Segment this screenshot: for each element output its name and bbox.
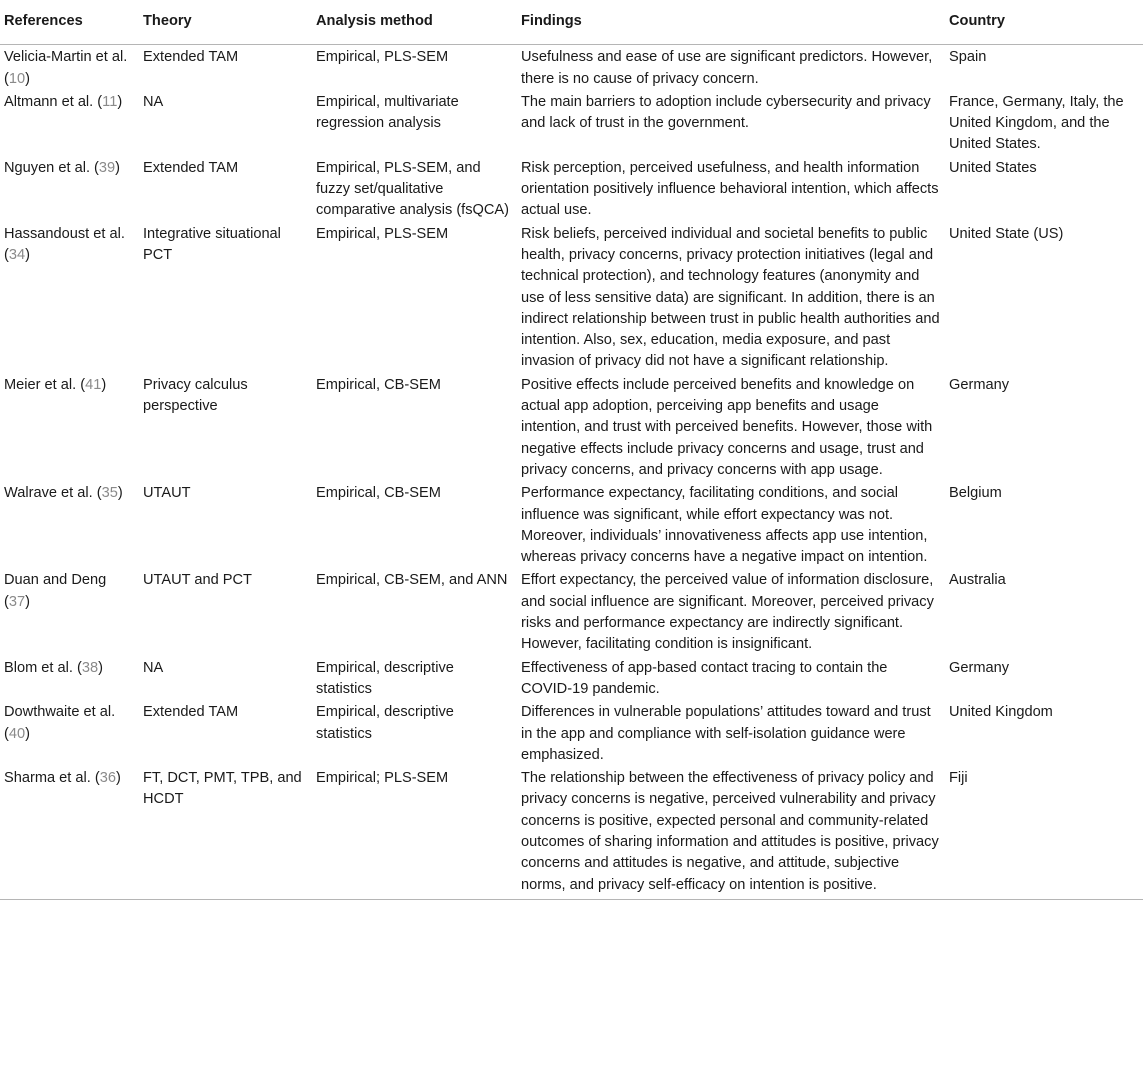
analysis-method-cell: Empirical, multivariate regression analysis bbox=[316, 93, 459, 132]
analysis-method-cell: Empirical, CB-SEM, and ANN bbox=[316, 572, 508, 589]
reference-cell bbox=[0, 481, 139, 568]
reference-cell bbox=[0, 156, 139, 222]
theory-cell: FT, DCT, PMT, TPB, and HCDT bbox=[139, 766, 312, 899]
theory-cell: Privacy calculus perspective bbox=[143, 376, 248, 415]
header-findings: Findings bbox=[517, 0, 945, 45]
header-analysis-method: Analysis method bbox=[312, 0, 517, 45]
reference-cell bbox=[0, 373, 139, 481]
reference-cell bbox=[0, 90, 139, 156]
analysis-method-cell: Empirical, PLS-SEM, and fuzzy set/qualitative comparative analysis (fsQCA) bbox=[316, 159, 510, 219]
findings-cell: Risk perception, perceived usefulness, and health information orientation positively influence behavioral intention, which affects actual use. bbox=[521, 159, 939, 219]
reference-number-link[interactable]: 38 bbox=[81, 659, 99, 676]
findings-cell: Effort expectancy, the perceived value of information disclosure, and social influence are significant. Moreover, perceived privacy risks and performance expectancy are indirectly significant. However, facilitating condition is insignificant. bbox=[521, 572, 934, 653]
findings-cell: Usefulness and ease of use are significant predictors. However, there is no cause of privacy concern. bbox=[521, 49, 933, 87]
findings-cell: Differences in vulnerable populations’ attitudes toward and trust in the app and compliance with self-isolation guidance were emphasized. bbox=[521, 704, 931, 763]
header-theory: Theory bbox=[139, 0, 312, 45]
reference-number-link[interactable]: 34 bbox=[8, 246, 26, 263]
analysis-method-cell: Empirical, CB-SEM bbox=[316, 376, 441, 393]
analysis-method-cell: Empirical, CB-SEM bbox=[316, 485, 441, 502]
header-references: References bbox=[0, 0, 139, 45]
country-cell: United States bbox=[949, 159, 1037, 176]
reference-author: Meier et al. ( bbox=[4, 376, 86, 393]
findings-cell: Effectiveness of app-based contact tracing to contain the COVID-19 pandemic. bbox=[521, 659, 888, 697]
reference-author: Dowthwaite et al. ( bbox=[4, 704, 116, 742]
reference-number-link[interactable]: 11 bbox=[102, 93, 118, 110]
table-header bbox=[0, 0, 1143, 45]
reference-close: ) bbox=[115, 159, 121, 176]
reference-close: ) bbox=[115, 770, 121, 787]
reference-author: Sharma et al. ( bbox=[4, 770, 100, 787]
theory-cell: Extended TAM bbox=[143, 49, 239, 66]
analysis-method-cell: Empirical, descriptive statistics bbox=[316, 659, 454, 697]
findings-cell: The relationship between the effectiveness of privacy policy and privacy concerns is negative, perceived vulnerability and privacy concerns is positive, expected personal and community-related outcomes of sharing information and attitudes is positive, privacy concerns and attitudes is negative, and attitude, subjective norms, and privacy self-efficacy on intention is positive. bbox=[517, 766, 945, 899]
theory-cell: Extended TAM bbox=[143, 159, 239, 176]
reference-close: ) bbox=[98, 659, 103, 676]
country-cell: Spain bbox=[949, 49, 987, 66]
reference-close: ) bbox=[25, 593, 30, 610]
reference-number-link[interactable]: 37 bbox=[8, 593, 26, 610]
reference-cell bbox=[0, 700, 139, 766]
reference-close: ) bbox=[101, 376, 107, 393]
table-row bbox=[0, 373, 1143, 481]
reference-number-link[interactable]: 40 bbox=[8, 725, 26, 742]
findings-cell: Positive effects include perceived benefits and knowledge on actual app adoption, perceiving app benefits and usage intention, and trust with perceived benefits. However, those with negative effects include privacy concerns and usage, trust and privacy concerns, and privacy concerns with app usage. bbox=[521, 376, 933, 478]
table-row bbox=[0, 45, 1143, 90]
findings-cell: Performance expectancy, facilitating conditions, and social influence was significant, while effort expectancy was not. Moreover, individuals’ innovativeness affects app use intention, whereas privacy concerns have a negative impact on intention. bbox=[521, 485, 928, 566]
reference-number-link[interactable]: 10 bbox=[8, 70, 26, 87]
reference-close: ) bbox=[25, 70, 30, 87]
reference-cell bbox=[0, 656, 139, 701]
country-cell: Germany bbox=[949, 376, 1010, 393]
theory-cell: NA bbox=[143, 659, 164, 676]
analysis-method-cell: Empirical; PLS-SEM bbox=[312, 766, 517, 899]
theory-cell: NA bbox=[143, 93, 164, 110]
country-cell: Fiji bbox=[945, 766, 1143, 899]
table-row bbox=[0, 656, 1143, 701]
theory-cell: UTAUT bbox=[143, 485, 191, 502]
analysis-method-cell: Empirical, descriptive statistics bbox=[316, 704, 454, 742]
country-cell: Australia bbox=[949, 572, 1006, 589]
reference-close: ) bbox=[117, 93, 123, 110]
country-cell: United Kingdom bbox=[949, 704, 1053, 721]
reference-author: Altmann et al. ( bbox=[4, 93, 103, 110]
table-row bbox=[0, 766, 1143, 899]
reference-close: ) bbox=[25, 246, 30, 263]
country-cell: United State (US) bbox=[949, 225, 1064, 242]
reference-number-link[interactable]: 41 bbox=[85, 376, 102, 393]
theory-cell: Integrative situational PCT bbox=[143, 225, 281, 263]
reference-cell bbox=[0, 45, 139, 90]
country-cell: Germany bbox=[949, 659, 1010, 676]
country-cell: France, Germany, Italy, the United Kingdom, and the United States. bbox=[949, 93, 1124, 153]
reference-author: Blom et al. ( bbox=[4, 659, 82, 676]
analysis-method-cell: Empirical, PLS-SEM bbox=[316, 49, 449, 66]
reference-author: Nguyen et al. ( bbox=[4, 159, 99, 176]
reference-author: Duan and Deng ( bbox=[4, 572, 107, 610]
findings-cell: Risk beliefs, perceived individual and societal benefits to public health, privacy concerns, privacy protection initiatives (legal and technical protection), and technology features (anonymity and use of less sensitive data) are significant. In addition, there is an indirect relationship between trust in public health authorities and intention. Also, sex, education, media exposure, and past invasion of privacy did not have a significant relationship. bbox=[521, 225, 940, 370]
reference-number-link[interactable]: 35 bbox=[101, 485, 118, 502]
table-row bbox=[0, 568, 1143, 655]
table-row bbox=[0, 156, 1143, 222]
reference-cell bbox=[0, 568, 139, 655]
reference-number-link[interactable]: 39 bbox=[98, 159, 116, 176]
table-row bbox=[0, 222, 1143, 373]
findings-cell: The main barriers to adoption include cybersecurity and privacy and lack of trust in the government. bbox=[521, 93, 931, 132]
analysis-method-cell: Empirical, PLS-SEM bbox=[316, 225, 449, 242]
reference-cell bbox=[0, 766, 139, 899]
table-row bbox=[0, 481, 1143, 568]
theory-cell: UTAUT and PCT bbox=[143, 572, 252, 589]
theory-cell: Extended TAM bbox=[143, 704, 239, 721]
reference-close: ) bbox=[25, 725, 30, 742]
header-country: Country bbox=[945, 0, 1143, 45]
reference-author: Hassandoust et al. ( bbox=[4, 225, 125, 263]
reference-author: Walrave et al. ( bbox=[4, 485, 102, 502]
table-row bbox=[0, 90, 1143, 156]
table-body bbox=[0, 45, 1143, 900]
reference-number-link[interactable]: 36 bbox=[99, 770, 116, 787]
table-row bbox=[0, 700, 1143, 766]
reference-cell bbox=[0, 222, 139, 373]
reference-author: Velicia-Martin et al. ( bbox=[4, 49, 128, 87]
reference-close: ) bbox=[117, 485, 123, 502]
header-row bbox=[0, 0, 1143, 45]
country-cell: Belgium bbox=[949, 485, 1002, 502]
